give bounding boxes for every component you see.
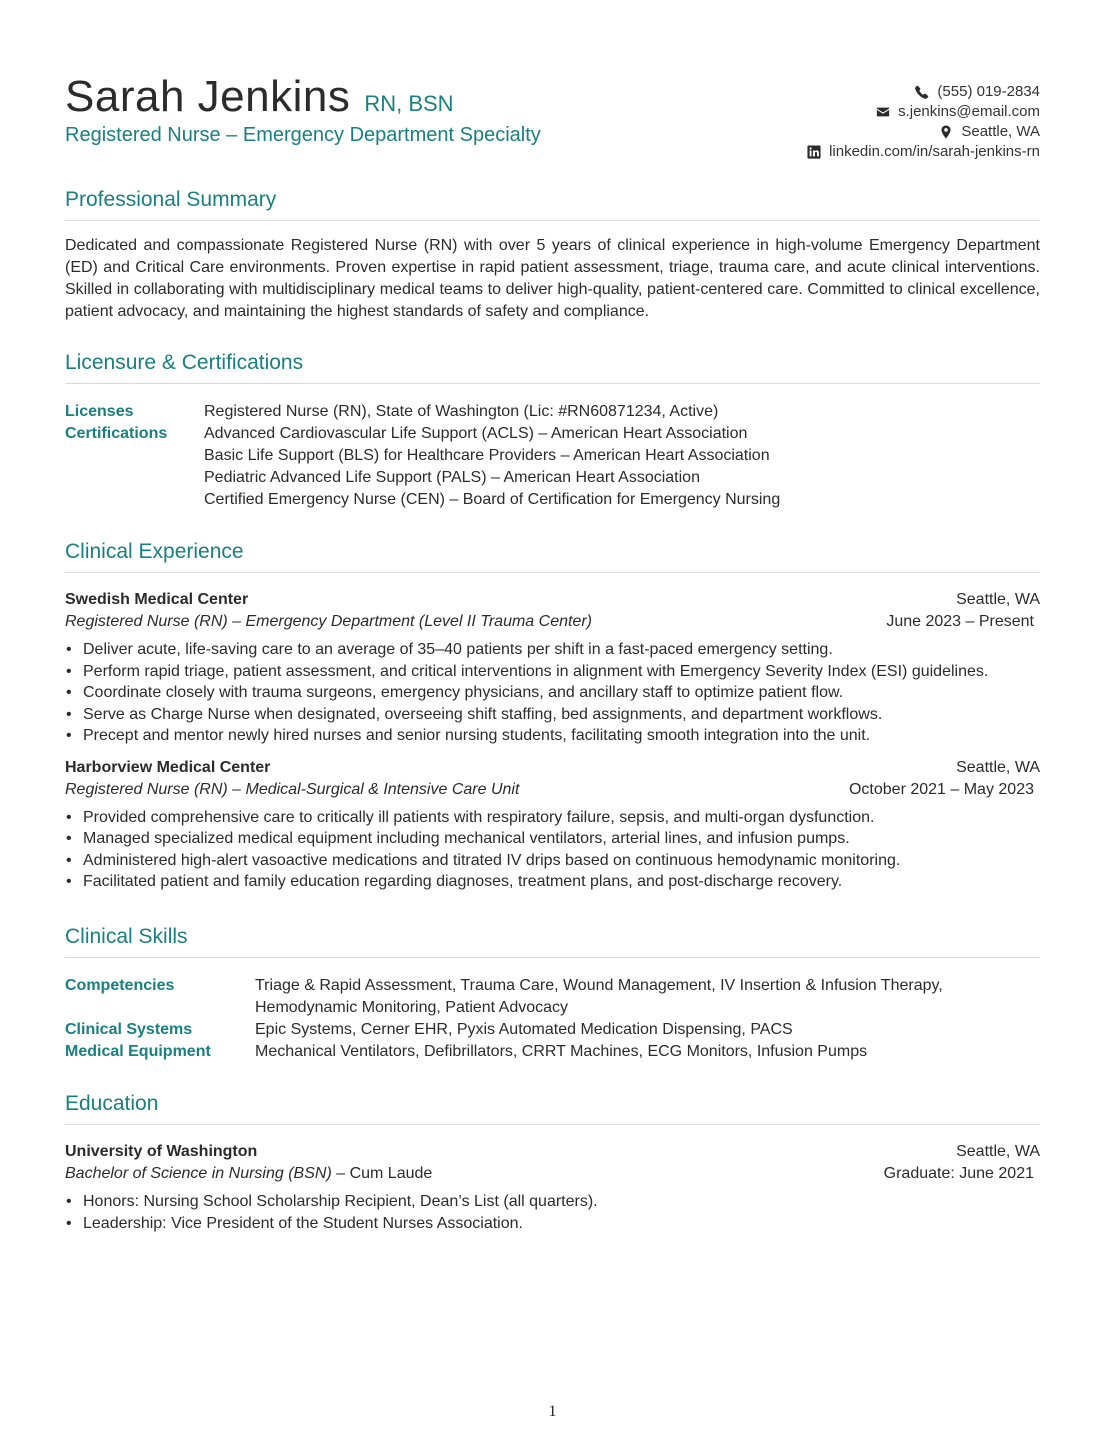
map-pin-icon [939,125,953,139]
name-line [65,72,454,122]
certifications-row [65,423,1040,511]
list-item: • Leadership: Vice President of the Student Nurses Association. [65,1213,1040,1235]
licenses-label: Licenses [65,403,134,420]
degree-honor: – Cum Laude [331,1165,433,1182]
contact-info [807,82,1040,162]
experience-section [65,540,1040,893]
education-bullets [65,1191,1040,1234]
certification-item: Certified Emergency Nurse (CEN) – Board of Certification for Emergency Nursing [204,491,781,508]
skills-label: Competencies [65,977,175,994]
job-location: Seattle, WA [956,591,1040,608]
list-item: • Perform rapid triage, patient assessment, and critical interventions in alignment with Emergency Severity Index (ESI) guidelines. [65,661,1040,683]
certification-item: Basic Life Support (BLS) for Healthcare Providers – American Heart Association [204,447,770,464]
linkedin-text: linkedin.com/in/sarah-jenkins-rn [829,143,1040,160]
section-title-summary: Professional Summary [65,188,1040,221]
job-entry [65,589,1040,747]
job-entry [65,757,1040,893]
section-title-experience: Clinical Experience [65,540,1040,573]
section-title-licensure: Licensure & Certifications [65,351,1040,384]
phone-text: (555) 019-2834 [937,83,1040,100]
list-item: • Serve as Charge Nurse when designated, overseeing shift staffing, bed assignments, and department workflows. [65,704,1040,726]
list-item: • Managed specialized medical equipment including mechanical ventilators, arterial lines, and infusion pumps. [65,828,1040,850]
location-text: Seattle, WA [961,123,1040,140]
contact-location [807,122,1040,142]
list-item: • Honors: Nursing School Scholarship Recipient, Dean’s List (all quarters). [65,1191,1040,1213]
skills-row [65,1041,1040,1063]
candidate-name: Sarah Jenkins [65,72,351,121]
skills-row [65,975,1040,1019]
summary-section [65,188,1040,323]
list-item: • Facilitated patient and family education regarding diagnoses, treatment plans, and post-discharge recovery. [65,871,1040,893]
employer-name: Harborview Medical Center [65,758,271,776]
education-entry [65,1141,1040,1234]
graduation-date: Graduate: June 2021 [883,1165,1034,1182]
envelope-icon [876,105,890,119]
list-item: • Coordinate closely with trauma surgeons, emergency physicians, and ancillary staff to optimize patient flow. [65,682,1040,704]
list-item: • Deliver acute, life-saving care to an average of 35–40 patients per shift in a fast-paced emergency setting. [65,639,1040,661]
certification-item: Advanced Cardiovascular Life Support (ACLS) – American Heart Association [204,425,748,442]
headline: Registered Nurse – Emergency Department Specialty [65,124,541,146]
contact-phone[interactable] [807,82,1040,102]
education-section [65,1092,1040,1234]
job-title: Registered Nurse (RN) – Emergency Department (Level II Trauma Center) [65,613,592,630]
job-location: Seattle, WA [956,758,1040,776]
job-bullets [65,807,1040,893]
job-dates: June 2023 – Present [886,613,1034,630]
section-title-skills: Clinical Skills [65,925,1040,958]
list-item: • Administered high-alert vasoactive medications and titrated IV drips based on continuous hemodynamic monitoring. [65,850,1040,872]
employer-name: Swedish Medical Center [65,591,249,608]
section-title-education: Education [65,1092,1040,1125]
list-item: • Provided comprehensive care to critically ill patients with respiratory failure, sepsis, and multi-organ dysfunction. [65,807,1040,829]
skills-section [65,925,1040,1063]
phone-icon [915,85,929,99]
license-item: Registered Nurse (RN), State of Washington (Lic: #RN60871234, Active) [204,403,719,420]
list-item: • Precept and mentor newly hired nurses and senior nursing students, facilitating smooth integration into the unit. [65,725,1040,747]
resume-page [65,0,1040,1232]
job-dates: October 2021 – May 2023 [848,780,1034,798]
contact-email[interactable] [807,102,1040,122]
job-bullets [65,639,1040,747]
page-number: 1 [548,1403,557,1420]
job-title: Registered Nurse (RN) – Medical-Surgical & Intensive Care Unit [65,780,520,798]
school-location: Seattle, WA [956,1143,1040,1160]
credentials: RN, BSN [364,91,454,116]
certifications-label: Certifications [65,425,168,442]
skills-row [65,1019,1040,1041]
contact-linkedin[interactable] [807,142,1040,162]
resume-header [65,0,1040,160]
degree-name: Bachelor of Science in Nursing (BSN) [65,1165,332,1182]
linkedin-icon [807,145,821,159]
skills-value: Mechanical Ventilators, Defibrillators, CRRT Machines, ECG Monitors, Infusion Pumps [255,1043,868,1060]
licensure-section [65,351,1040,511]
school-name: University of Washington [65,1143,258,1160]
skills-label: Clinical Systems [65,1021,193,1038]
skills-value: Epic Systems, Cerner EHR, Pyxis Automated Medication Dispensing, PACS [255,1021,793,1038]
skills-value: Triage & Rapid Assessment, Trauma Care, Wound Management, IV Insertion & Infusion Therapy, Hemodynamic Monitoring, Patient Advocacy [255,977,943,1016]
certification-item: Pediatric Advanced Life Support (PALS) – American Heart Association [204,469,700,486]
skills-label: Medical Equipment [65,1043,211,1060]
licenses-row [65,401,1040,423]
summary-text: Dedicated and compassionate Registered Nurse (RN) with over 5 years of clinical experience in high-volume Emergency Department (ED) and Critical Care environments. Proven expertise in rapid patient assessment, triage, trauma care, and acute clinical interventions. Skilled in collaborating with multidisciplinary medical teams to deliver high-quality, patient-centered care. Committed to clinical excellence, patient advocacy, and maintaining the highest standards of safety and compliance. [65,237,1040,320]
email-text: s.jenkins@email.com [898,103,1040,120]
